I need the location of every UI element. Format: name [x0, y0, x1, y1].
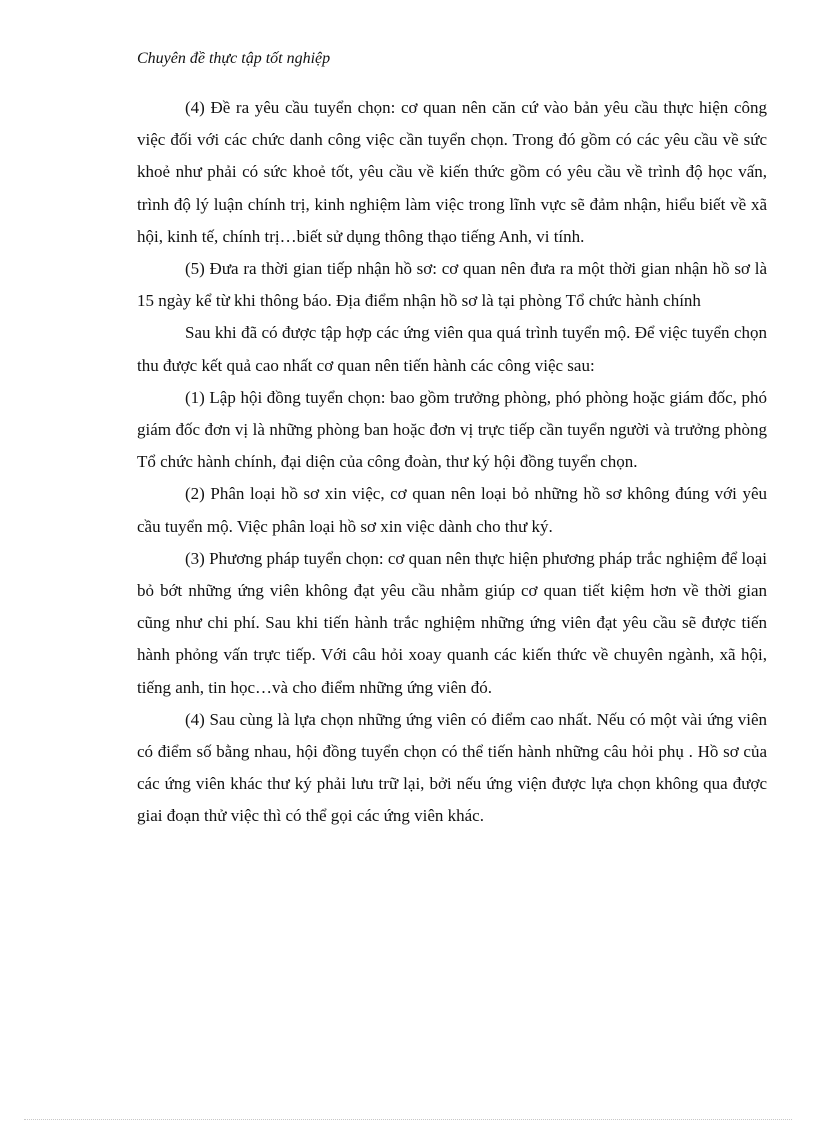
paragraph-document-screening: (2) Phân loại hồ sơ xin việc, cơ quan nên loại bỏ những hồ sơ không đúng với yêu cầu tuyển mộ. Việc phân loại hồ sơ xin việc dành cho thư ký. [137, 484, 767, 536]
paragraph-selection-method: (3) Phương pháp tuyển chọn: cơ quan nên thực hiện phương pháp trắc nghiệm để loại bỏ bớt những ứng viên không đạt yêu cầu nhằm giúp cơ quan tiết kiệm hơn về thời gian cũng như chi phí. Sau khi tiến hành trắc nghiệm những ứng viên đạt yêu cầu sẽ được tiến hành phỏng vấn trực tiếp. Với câu hỏi xoay quanh các kiến thức về chuyên ngành, xã hội, tiếng anh, tin học…và cho điểm những ứng viên đó. [137, 548, 767, 697]
paragraph-final-selection: (4) Sau cùng là lựa chọn những ứng viên có điểm cao nhất. Nếu có một vài ứng viên có điểm số bằng nhau, hội đồng tuyển chọn có thể tiến hành những câu hỏi phụ . Hồ sơ của các ứng viên khác thư ký phải lưu trữ lại, bởi nếu ứng viện được lựa chọn không qua được giai đoạn thử việc thì có thể gọi các ứng viên khác. [137, 709, 767, 826]
paragraph-selection-board: (1) Lập hội đồng tuyển chọn: bao gồm trưởng phòng, phó phòng hoặc giám đốc, phó giám đốc đơn vị là những phòng ban hoặc đơn vị trực tiếp cần tuyển người và trưởng phòng Tổ chức hành chính, đại diện của công đoàn, thư ký hội đồng tuyển chọn. [137, 387, 767, 472]
footer-divider [24, 1119, 792, 1120]
paragraph-application-period: (5) Đưa ra thời gian tiếp nhận hồ sơ: cơ quan nên đưa ra một thời gian nhận hồ sơ là 15 ngày kể từ khi thông báo. Địa điểm nhận hồ sơ là tại phòng Tổ chức hành chính [137, 259, 767, 311]
paragraph-selection-intro: Sau khi đã có được tập hợp các ứng viên qua quá trình tuyển mộ. Để việc tuyển chọn thu được kết quả cao nhất cơ quan nên tiến hành các công việc sau: [137, 323, 767, 375]
running-header: Chuyên đề thực tập tốt nghiệp [137, 50, 331, 67]
body-text [137, 92, 767, 833]
paragraph-requirements: (4) Đề ra yêu cầu tuyển chọn: cơ quan nên căn cứ vào bản yêu cầu thực hiện công việc đối với các chức danh công việc cần tuyển chọn. Trong đó gồm có các yêu cầu về sức khoẻ như phải có sức khoẻ tốt, yêu cầu về kiến thức gồm có yêu cầu về trình độ học vấn, trình độ lý luận chính trị, kinh nghiệm làm việc trong lĩnh vực sẽ đảm nhận, hiểu biết về xã hội, kinh tế, chính trị…biết sử dụng thông thạo tiếng Anh, vi tính. [137, 98, 767, 246]
